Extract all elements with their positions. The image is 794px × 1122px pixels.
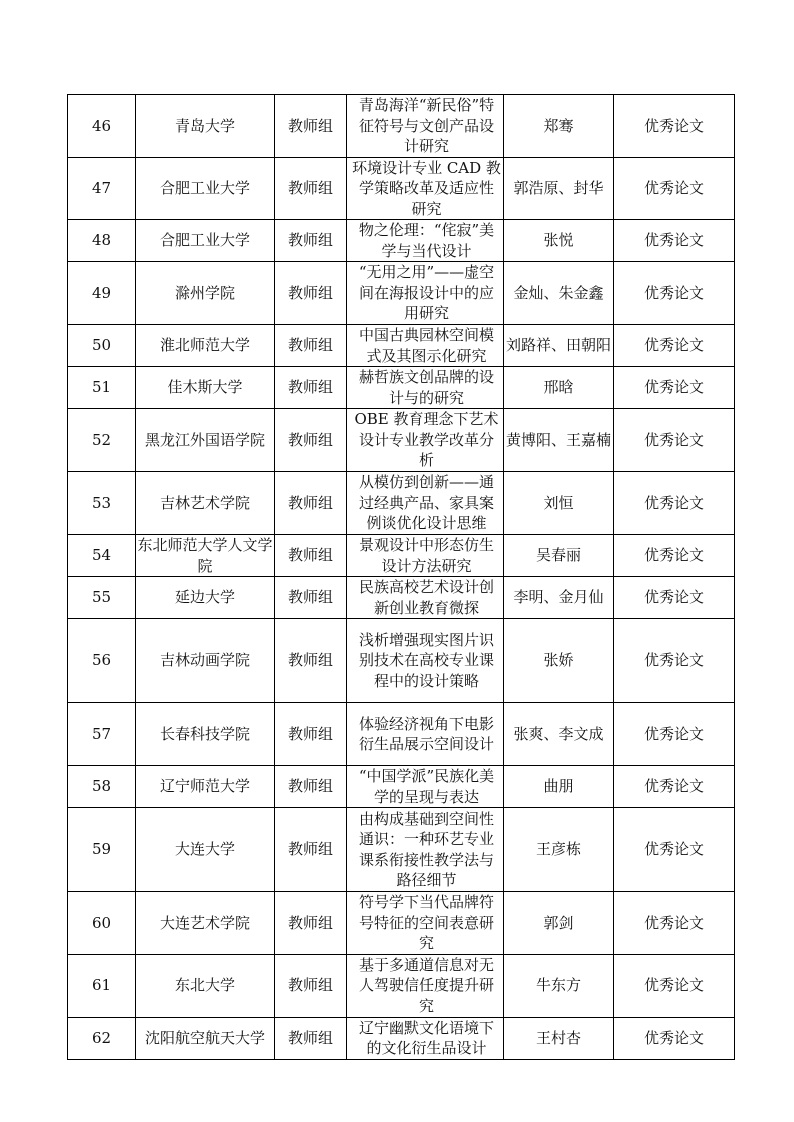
award-level: 优秀论文: [614, 808, 735, 892]
paper-title: 体验经济视角下电影衍生品展示空间设计: [347, 703, 504, 766]
author-names: 刘路祥、田朝阳: [504, 325, 614, 367]
author-names: 刘恒: [504, 472, 614, 535]
school-name: 吉林动画学院: [136, 619, 275, 703]
table-row: [68, 535, 735, 577]
table-row: [68, 766, 735, 808]
award-level: 优秀论文: [614, 220, 735, 262]
table-row: [68, 703, 735, 766]
table-row: [68, 472, 735, 535]
school-name: 大连大学: [136, 808, 275, 892]
group-label: 教师组: [275, 157, 347, 220]
author-names: 牛东方: [504, 954, 614, 1017]
school-name: 滁州学院: [136, 262, 275, 325]
group-label: 教师组: [275, 220, 347, 262]
award-level: 优秀论文: [614, 577, 735, 619]
table-row: [68, 1017, 735, 1059]
row-number: 46: [68, 95, 136, 158]
group-label: 教师组: [275, 619, 347, 703]
row-number: 57: [68, 703, 136, 766]
school-name: 东北大学: [136, 954, 275, 1017]
award-level: 优秀论文: [614, 409, 735, 472]
row-number: 51: [68, 367, 136, 409]
school-name: 黑龙江外国语学院: [136, 409, 275, 472]
group-label: 教师组: [275, 472, 347, 535]
group-label: 教师组: [275, 808, 347, 892]
row-number: 49: [68, 262, 136, 325]
author-names: 张悦: [504, 220, 614, 262]
paper-title: 环境设计专业 CAD 教学策略改革及适应性研究: [347, 157, 504, 220]
group-label: 教师组: [275, 1017, 347, 1059]
school-name: 合肥工业大学: [136, 220, 275, 262]
award-level: 优秀论文: [614, 262, 735, 325]
paper-title: 辽宁幽默文化语境下的文化衍生品设计: [347, 1017, 504, 1059]
table-row: [68, 808, 735, 892]
row-number: 59: [68, 808, 136, 892]
paper-title: 由构成基础到空间性通识：一种环艺专业课系衔接性教学法与路径细节: [347, 808, 504, 892]
row-number: 54: [68, 535, 136, 577]
row-number: 53: [68, 472, 136, 535]
school-name: 青岛大学: [136, 95, 275, 158]
author-names: 吴春丽: [504, 535, 614, 577]
school-name: 沈阳航空航天大学: [136, 1017, 275, 1059]
award-level: 优秀论文: [614, 703, 735, 766]
school-name: 东北师范大学人文学院: [137, 536, 273, 575]
row-number: 56: [68, 619, 136, 703]
table-row: [68, 892, 735, 955]
row-number: 50: [68, 325, 136, 367]
author-names: 黄博阳、王嘉楠: [504, 409, 614, 472]
award-level: 优秀论文: [614, 472, 735, 535]
author-names: 王村杏: [504, 1017, 614, 1059]
table-row: [68, 95, 735, 158]
group-label: 教师组: [275, 954, 347, 1017]
paper-title: 民族高校艺术设计创新创业教育微探: [347, 577, 504, 619]
author-names: 郭剑: [504, 892, 614, 955]
row-number: 61: [68, 954, 136, 1017]
award-level: 优秀论文: [614, 325, 735, 367]
award-level: 优秀论文: [614, 892, 735, 955]
group-label: 教师组: [275, 367, 347, 409]
award-table: [67, 94, 735, 1060]
row-number: 55: [68, 577, 136, 619]
school-name: 吉林艺术学院: [136, 472, 275, 535]
group-label: 教师组: [275, 325, 347, 367]
table-row: [68, 220, 735, 262]
paper-title: “无用之用”——虚空间在海报设计中的应用研究: [347, 262, 504, 325]
award-level: 优秀论文: [614, 954, 735, 1017]
group-label: 教师组: [275, 95, 347, 158]
school-name: 长春科技学院: [136, 703, 275, 766]
table-row: [68, 367, 735, 409]
group-label: 教师组: [275, 535, 347, 577]
paper-title: 青岛海洋“新民俗”特征符号与文创产品设计研究: [347, 95, 504, 158]
award-table-body: [68, 95, 735, 1060]
author-names: 郭浩原、封华: [504, 157, 614, 220]
school-name: 合肥工业大学: [136, 157, 275, 220]
award-level: 优秀论文: [614, 157, 735, 220]
group-label: 教师组: [275, 262, 347, 325]
school-name: 淮北师范大学: [136, 325, 275, 367]
paper-title: 赫哲族文创品牌的设计与的研究: [347, 367, 504, 409]
author-names: 张娇: [504, 619, 614, 703]
table-row: [68, 157, 735, 220]
author-names: 金灿、朱金鑫: [504, 262, 614, 325]
paper-title: OBE 教育理念下艺术设计专业教学改革分析: [347, 409, 504, 472]
author-names: 曲朋: [504, 766, 614, 808]
paper-title: “中国学派”民族化美学的呈现与表达: [347, 766, 504, 808]
table-row: [68, 325, 735, 367]
school-name: 辽宁师范大学: [136, 766, 275, 808]
award-level: 优秀论文: [614, 535, 735, 577]
author-names: 李明、金月仙: [504, 577, 614, 619]
paper-title: 基于多通道信息对无人驾驶信任度提升研究: [347, 954, 504, 1017]
table-row: [68, 619, 735, 703]
paper-title: 物之伦理：“侘寂”美学与当代设计: [347, 220, 504, 262]
group-label: 教师组: [275, 409, 347, 472]
author-names: 郑骞: [504, 95, 614, 158]
row-number: 48: [68, 220, 136, 262]
paper-title: 从模仿到创新——通过经典产品、家具案例谈优化设计思维: [347, 472, 504, 535]
paper-title: 中国古典园林空间模式及其图示化研究: [347, 325, 504, 367]
author-names: 王彦栋: [504, 808, 614, 892]
award-level: 优秀论文: [614, 766, 735, 808]
award-level: 优秀论文: [614, 619, 735, 703]
school-name: 大连艺术学院: [136, 892, 275, 955]
row-number: 58: [68, 766, 136, 808]
group-label: 教师组: [275, 892, 347, 955]
table-row: [68, 577, 735, 619]
author-names: 邢晗: [504, 367, 614, 409]
row-number: 60: [68, 892, 136, 955]
award-level: 优秀论文: [614, 367, 735, 409]
paper-title: 符号学下当代品牌符号特征的空间表意研究: [347, 892, 504, 955]
award-level: 优秀论文: [614, 1017, 735, 1059]
school-name: 延边大学: [136, 577, 275, 619]
group-label: 教师组: [275, 577, 347, 619]
paper-title: 景观设计中形态仿生设计方法研究: [347, 535, 504, 577]
table-row: [68, 409, 735, 472]
group-label: 教师组: [275, 766, 347, 808]
paper-title: 浅析增强现实图片识别技术在高校专业课程中的设计策略: [347, 619, 504, 703]
table-row: [68, 262, 735, 325]
author-names: 张爽、李文成: [504, 703, 614, 766]
school-name: 佳木斯大学: [136, 367, 275, 409]
row-number: 52: [68, 409, 136, 472]
award-level: 优秀论文: [614, 95, 735, 158]
row-number: 47: [68, 157, 136, 220]
row-number: 62: [68, 1017, 136, 1059]
group-label: 教师组: [275, 703, 347, 766]
table-row: [68, 954, 735, 1017]
